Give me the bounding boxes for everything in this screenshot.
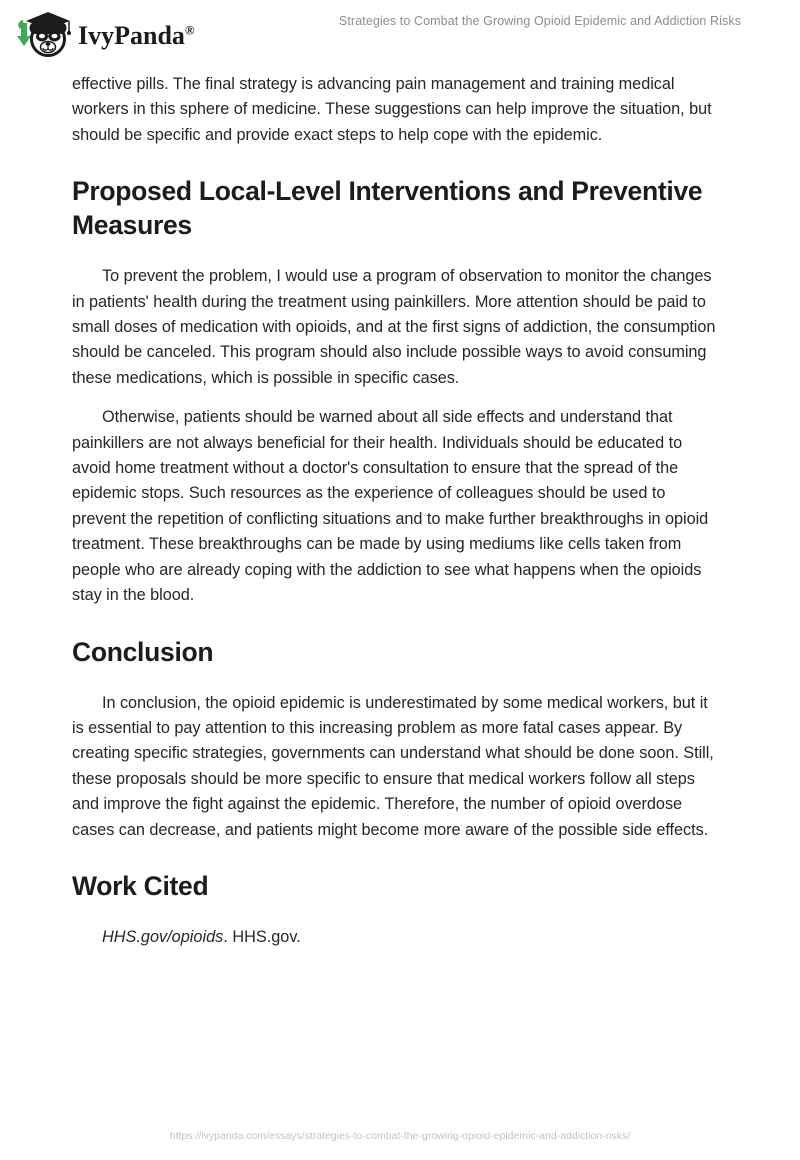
document-body	[72, 72, 718, 950]
section-heading-work-cited: Work Cited	[72, 870, 209, 901]
registered-mark: ®	[184, 22, 195, 38]
paragraph-prevention-program: To prevent the problem, I would use a program of observation to monitor the changes in patients' health during the treatment using painkillers. More attention should be paid to small doses of medication with opioids, and at the first signs of addiction, the consumption should be canceled. This program should also include possible ways to avoid consuming these medications, which is possible in specific cases.	[72, 267, 716, 387]
brand-logo[interactable]	[12, 8, 195, 60]
brand-name	[78, 23, 195, 49]
paragraph-conclusion: In conclusion, the opioid epidemic is underestimated by some medical workers, but it is essential to pay attention to this increasing problem as more fatal cases appear. By creating specific strategies, governments can understand what should be done soon. Still, these proposals should be more specific to ensure that medical workers follow all steps and improve the fight against the epidemic. Therefore, the number of opioid overdose cases can decrease, and patients might become more aware of the possible side effects.	[72, 693, 714, 839]
document-running-title: Strategies to Combat the Growing Opioid Epidemic and Addiction Risks	[338, 14, 742, 28]
citation-source-title: HHS.gov/opioids	[102, 927, 224, 946]
ivypanda-panda-graduate-logo-icon	[12, 8, 76, 60]
citation-entry	[72, 925, 718, 950]
continued-paragraph: effective pills. The final strategy is advancing pain management and training medical workers in this sphere of medicine. These suggestions can help improve the situation, but should be specific and provide exact steps to help cope with the epidemic.	[72, 75, 712, 144]
section-heading-conclusion: Conclusion	[72, 636, 214, 667]
footer-source-url[interactable]: https://ivypanda.com/essays/strategies-to-combat-the-growing-opioid-epidemic-and-addiction-risks/	[169, 1130, 631, 1142]
citation-publisher: . HHS.gov.	[223, 927, 301, 946]
paragraph-patient-education: Otherwise, patients should be warned about all side effects and understand that painkillers are not always beneficial for their health. Individuals should be educated to avoid home treatment without a doctor's consultation to ensure that the spread of the epidemic stops. Such resources as the experience of colleagues should be used to prevent the repetition of conflicting situations and to make further breakthroughs in opioid treatment. These breakthroughs can be made by using mediums like cells taken from people who are already coping with the addiction to see what happens when the opioids stay in the blood.	[72, 408, 709, 605]
page-footer	[0, 1126, 800, 1144]
section-heading-proposed-interventions: Proposed Local-Level Interventions and Preventive Measures	[72, 176, 703, 241]
brand-name-text: IvyPanda	[78, 21, 185, 50]
page-header	[0, 0, 800, 68]
